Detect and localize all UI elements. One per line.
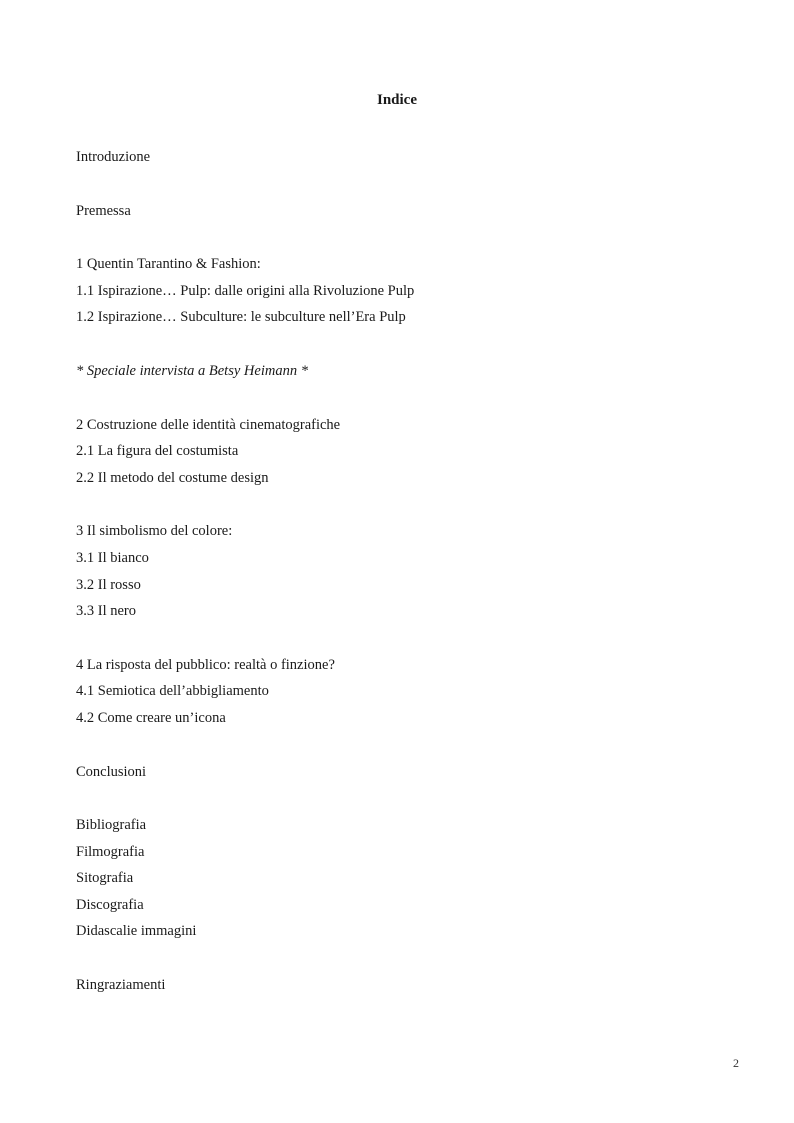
toc-entry-section-1-2: 1.2 Ispirazione… Subculture: le subculture nell’Era Pulp: [76, 309, 406, 326]
table-of-contents: [76, 144, 736, 1026]
toc-entry-chapter-3: 3 Il simbolismo del colore:: [76, 523, 233, 540]
toc-entry-bibliografia: Bibliografia: [76, 817, 147, 834]
toc-entry-discografia: Discografia: [76, 896, 144, 913]
toc-entry-sitografia: Sitografia: [76, 870, 134, 887]
toc-group-premessa: [76, 198, 736, 225]
toc-group-references: [76, 812, 736, 945]
toc-group-chapter-1: [76, 251, 736, 331]
page-number: 2: [733, 1056, 739, 1070]
toc-group-interview: [76, 358, 736, 385]
toc-entry-interview: * Speciale intervista a Betsy Heimann *: [76, 362, 308, 379]
toc-group-conclusioni: [76, 759, 736, 786]
toc-entry-section-3-3: 3.3 Il nero: [76, 603, 136, 620]
toc-entry-chapter-4: 4 La risposta del pubblico: realtà o finzione?: [76, 656, 335, 673]
toc-entry-section-1-1: 1.1 Ispirazione… Pulp: dalle origini alla Rivoluzione Pulp: [76, 282, 415, 299]
toc-entry-didascalie-immagini: Didascalie immagini: [76, 923, 197, 940]
toc-entry-section-4-1: 4.1 Semiotica dell’abbigliamento: [76, 683, 269, 700]
toc-entry-chapter-1: 1 Quentin Tarantino & Fashion:: [76, 256, 261, 273]
toc-entry-section-3-1: 3.1 Il bianco: [76, 549, 149, 566]
toc-entry-ringraziamenti: Ringraziamenti: [76, 977, 166, 994]
toc-entry-section-3-2: 3.2 Il rosso: [76, 576, 141, 593]
toc-group-chapter-4: [76, 652, 736, 732]
toc-entry-filmografia: Filmografia: [76, 843, 145, 860]
toc-group-introduction: [76, 144, 736, 171]
toc-group-ringraziamenti: [76, 972, 736, 999]
toc-entry-conclusioni: Conclusioni: [76, 763, 147, 780]
toc-entry-section-2-1: 2.1 La figura del costumista: [76, 443, 239, 460]
page-title: Indice: [376, 92, 417, 108]
toc-entry-section-2-2: 2.2 Il metodo del costume design: [76, 469, 269, 486]
toc-entry-premessa: Premessa: [76, 202, 131, 219]
toc-group-chapter-2: [76, 412, 736, 492]
toc-entry-introduzione: Introduzione: [76, 149, 151, 165]
toc-entry-section-4-2: 4.2 Come creare un’icona: [76, 709, 226, 726]
toc-group-chapter-3: [76, 518, 736, 624]
toc-entry-chapter-2: 2 Costruzione delle identità cinematografiche: [76, 416, 341, 433]
